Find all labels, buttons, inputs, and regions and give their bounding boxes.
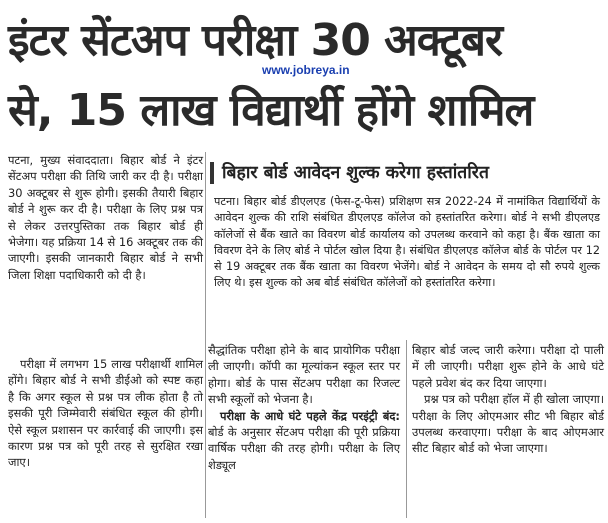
column-divider — [406, 340, 407, 518]
article-paragraph: सैद्धांतिक परीक्षा होने के बाद प्रायोगिक परीक्षा ली जाएगी। कॉपी का मूल्यांकन स्कूल स्तर पर होगा। बोर्ड के पास सेंटअप परीक्षा का रिजल्ट सभी स्कूलों को भेजना है। — [208, 343, 400, 407]
headline-line-1: इंटर सेंटअप परीक्षा 30 अक्टूबर — [8, 15, 503, 66]
sidebar-story-title: बिहार बोर्ड आवेदन शुल्क करेगा हस्तांतरित — [222, 163, 489, 183]
article-paragraph: परीक्षा में लगभग 15 लाख परीक्षार्थी शामिल होंगे। बिहार बोर्ड ने सभी डीईओ को स्पष्ट कहा है कि अगर स्कूल से प्रश्न पत्र लीक होता है तो इसकी पूरी जिम्मेवारी संबंधित स्कूल की होगी। ऐसे स्कूल प्रशासन पर कार्रवाई की जाएगी। इस कारण प्रश्न पत्र को पूरी तरह से सुरक्षित रखा जाए। — [8, 357, 203, 470]
section-subheading: परीक्षा के आधे घंटे पहले केंद्र परइंट्री बंद: — [220, 408, 400, 423]
article-paragraph: बिहार बोर्ड जल्द जारी करेगा। परीक्षा दो पाली में ली जाएगी। परीक्षा शुरू होने के आधे घंटे पहले प्रवेश बंद कर दिया जाएगा। — [412, 343, 604, 390]
article-column-3 — [412, 342, 604, 457]
article-paragraph: प्रश्न पत्र को परीक्षा हॉल में ही खोला जाएगा। परीक्षा के लिए ओएमआर सीट भी बिहार बोर्ड उपलब्ध करवाएगा। परीक्षा के बाद ओएमआर सीट बिहार बोर्ड को भेजा जाएगा। — [412, 392, 605, 456]
sidebar-story — [208, 158, 603, 334]
article-paragraph: पटना, मुख्य संवाददाता। बिहार बोर्ड ने इंटर सेंटअप परीक्षा की तिथि जारी कर दी है। परीक्षा 30 अक्टूबर से शुरू होगी। इसकी तैयारी बिहार बोर्ड ने शुरू कर दी है। परीक्षा के लिए प्रश्न पत्र से लेकर उत्तरपुस्तिका तक बिहार बोर्ड ही भेजेगा। यह प्रक्रिया 14 से 16 अक्टूबर तक की जाएगी। इसकी जानकारी बिहार बोर्ड ने सभी जिला शिक्षा पदाधिकारी को दी है। — [8, 153, 203, 282]
article-column-1 — [8, 152, 203, 283]
sidebar-story-text: पटना। बिहार बोर्ड डीएलएड (फेस-टू-फेस) प्रशिक्षण सत्र 2022-24 में नामांकित विद्यार्थियों के आवेदन शुल्क की राशि संबंधित डीएलएड कॉलेज को हस्तांतरित करेगा। बोर्ड ने सभी डीएलएड कॉलेजों से बैंक खाते का विवरण बोर्ड कार्यालय को उपलब्ध करवाने को कहा है। बैंक खाता का विवरण देने के लिए बोर्ड ने पोर्टल खोल दिया है। संबंधित डीएलएड कॉलेज बोर्ड के पोर्टल पर 12 से 19 अक्टूबर तक बैंक खाता का विवरण भेजेंगे। बोर्ड ने आवेदन के समय दो सौ रुपये शुल्क लिए थे। इस शुल्क को अब बोर्ड संबंधित कॉलेजों को हस्तांतरित करेगा। — [214, 195, 600, 290]
article-column-2 — [208, 342, 400, 473]
headline-bar-icon — [210, 162, 214, 184]
site-watermark[interactable]: www.jobreya.in — [262, 63, 350, 77]
article-column-1-continued — [8, 356, 203, 471]
column-divider — [205, 152, 206, 518]
headline-line-2: से, 15 लाख विद्यार्थी होंगे शामिल — [8, 85, 534, 136]
section-text: बोर्ड के अनुसार सेंटअप परीक्षा की पूरी प्रक्रिया वार्षिक परीक्षा की तरह होगी। परीक्षा के लिए शेड्यूल — [208, 425, 400, 472]
sidebar-story-headline — [208, 158, 603, 188]
article-paragraph — [208, 408, 400, 474]
